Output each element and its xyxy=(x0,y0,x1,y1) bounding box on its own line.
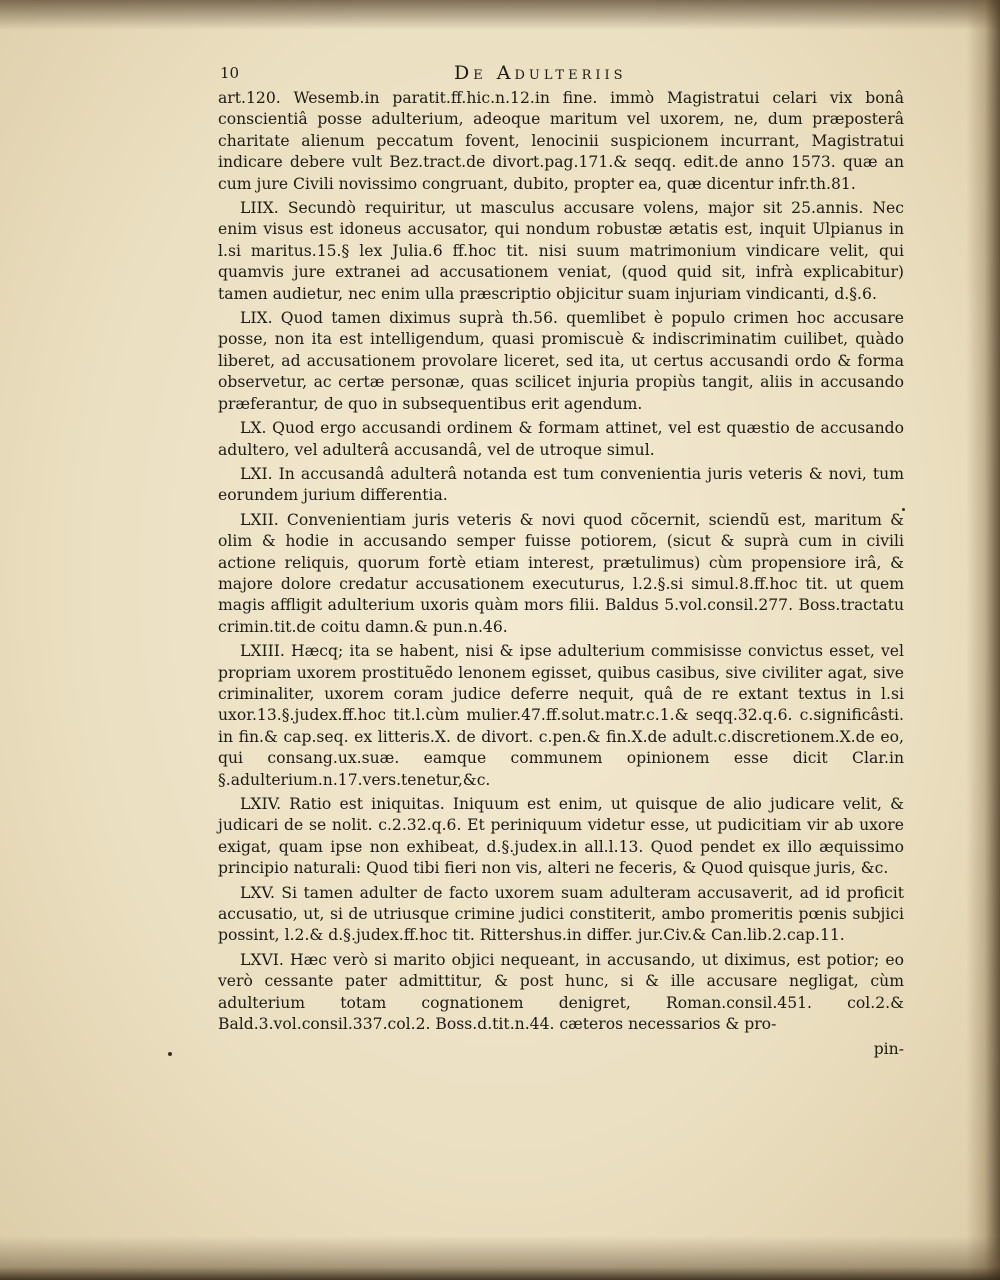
page-number: 10 xyxy=(220,64,240,82)
paragraph-thesis-64: LXIV. Ratio est iniquitas. Iniquum est enim, ut quisque de alio judicare velit, & judicari de se nolit. c.2.32.q.6. Et periniquum videtur esse, ut pudicitiam vir ab uxore exigat, quam ipse non exhibeat, d.§.judex.in all.l.13. Quod pendet ex illo æquissimo principio naturali: Quod tibi fieri non vis, alteri ne feceris, & Quod quisque juris, &c. xyxy=(218,795,904,878)
page-bottom-shadow xyxy=(0,1236,1000,1280)
page-right-shadow xyxy=(966,0,1000,1280)
text-block xyxy=(218,62,904,1059)
paragraph-thesis-62: LXII. Convenientiam juris veteris & novi quod cõcernit, sciendũ est, maritum & olim & hodie in accusando semper fuisse potiorem, (sicut & suprà cum in civili actione reliquis, quorum fortè etiam interest, prætulimus) cùm propensiore irâ, & majore dolore credatur accusationem executurus, l.2.§.si simul.8.ff.hoc tit. ut quem magis affligit adulterium uxoris quàm mors filii. Baldus 5.vol.consil.277. Boss.tractatu crimin.tit.de coitu damn.& pun.n.46. xyxy=(218,510,904,636)
paragraph-thesis-60: LX. Quod ergo accusandi ordinem & formam attinet, vel est quæstio de accusando adultero, vel adulterâ accusandâ, vel de utroque simul. xyxy=(218,419,904,459)
paragraph-thesis-66: LXVI. Hæc verò si marito objici nequeant, in accusando, ut diximus, est potior; eo verò cessante pater admittitur, & post hunc, si & ille accusare negligat, cùm adulterium totam cognationem denigret, Roman.consil.451. col.2.& Bald.3.vol.consil.337.col.2. Boss.d.tit.n.44. cæteros necessarios & pro- xyxy=(218,950,904,1034)
paragraph-thesis-65: LXV. Si tamen adulter de facto uxorem suam adulteram accusaverit, ad id proficit accusatio, ut, si de utriusque crimine judici constiterit, ambo promeritis pœnis subjici possint, l.2.& d.§.judex.ff.hoc tit. Rittershus.in differ. jur.Civ.& Can.lib.2.cap.11. xyxy=(218,883,904,945)
paragraph-thesis-59: LIX. Quod tamen diximus suprà th.56. quemlibet è populo crimen hoc accusare posse, non ita est intelligendum, quasi promiscuè & indiscriminatim cuilibet, quàdo liberet, ad accusationem provolare liceret, sed ita, ut certus accusandi ordo & forma observetur, ac certæ personæ, quas scilicet injuria propiùs tangit, aliis in accusando præferantur, de quo in subsequentibus erit agendum. xyxy=(218,309,904,413)
running-title: De Adulteriis xyxy=(454,62,627,84)
ink-speck xyxy=(168,1052,172,1056)
ink-speck xyxy=(902,508,905,511)
paragraph-continuation: art.120. Wesemb.in paratit.ff.hic.n.12.in fine. immò Magistratui celari vix bonâ conscientiâ posse adulterium, adeoque maritum vel uxorem, ne, dum præposterâ charitate alienum peccatum fovent, lenocinii suspicionem incurrant, Magistratui indicare debere vult Bez.tract.de divort.pag.171.& seqq. edit.de anno 1573. quæ an cum jure Civili novissimo congruant, dubito, propter ea, quæ dicentur infr.th.81. xyxy=(218,89,904,193)
page-top-shadow xyxy=(0,0,1000,30)
running-head xyxy=(218,62,904,88)
paragraph-thesis-58: LIIX. Secundò requiritur, ut masculus accusare volens, major sit 25.annis. Nec enim visus est idoneus accusator, qui nondum robustæ ætatis est, inquit Ulpianus in l.si maritus.15.§ lex Julia.6 ff.hoc tit. nisi suum matrimonium vindicare velit, qui quamvis jure extranei ad accusationem veniat, (quod quid sit, infrà explicabitur) tamen audietur, nec enim ulla præscriptio objicitur suam injuriam vindicanti, d.§.6. xyxy=(218,199,904,303)
paragraph-thesis-63: LXIII. Hæcq; ita se habent, nisi & ipse adulterium commisisse convictus esset, vel propriam uxorem prostituẽdo lenonem egisset, quibus casibus, sive civiliter agat, sive criminaliter, uxorem coram judice deferre nequit, quâ de re extant textus in l.si uxor.13.§.judex.ff.hoc tit.l.cùm mulier.47.ff.solut.matr.c.1.& seqq.32.q.6. c.significâsti. in fin.& cap.seq. ex litteris.X. de divort. c.pen.& fin.X.de adult.c.discretionem.X.de eo, qui consang.ux.suæ. eamque communem opinionem esse dicit Clar.in §.adulterium.n.17.vers.tenetur,&c. xyxy=(218,642,904,789)
catchword: pin- xyxy=(873,1040,904,1059)
paragraph-thesis-61: LXI. In accusandâ adulterâ notanda est tum convenientia juris veteris & novi, tum eorundem jurium differentia. xyxy=(218,464,904,505)
